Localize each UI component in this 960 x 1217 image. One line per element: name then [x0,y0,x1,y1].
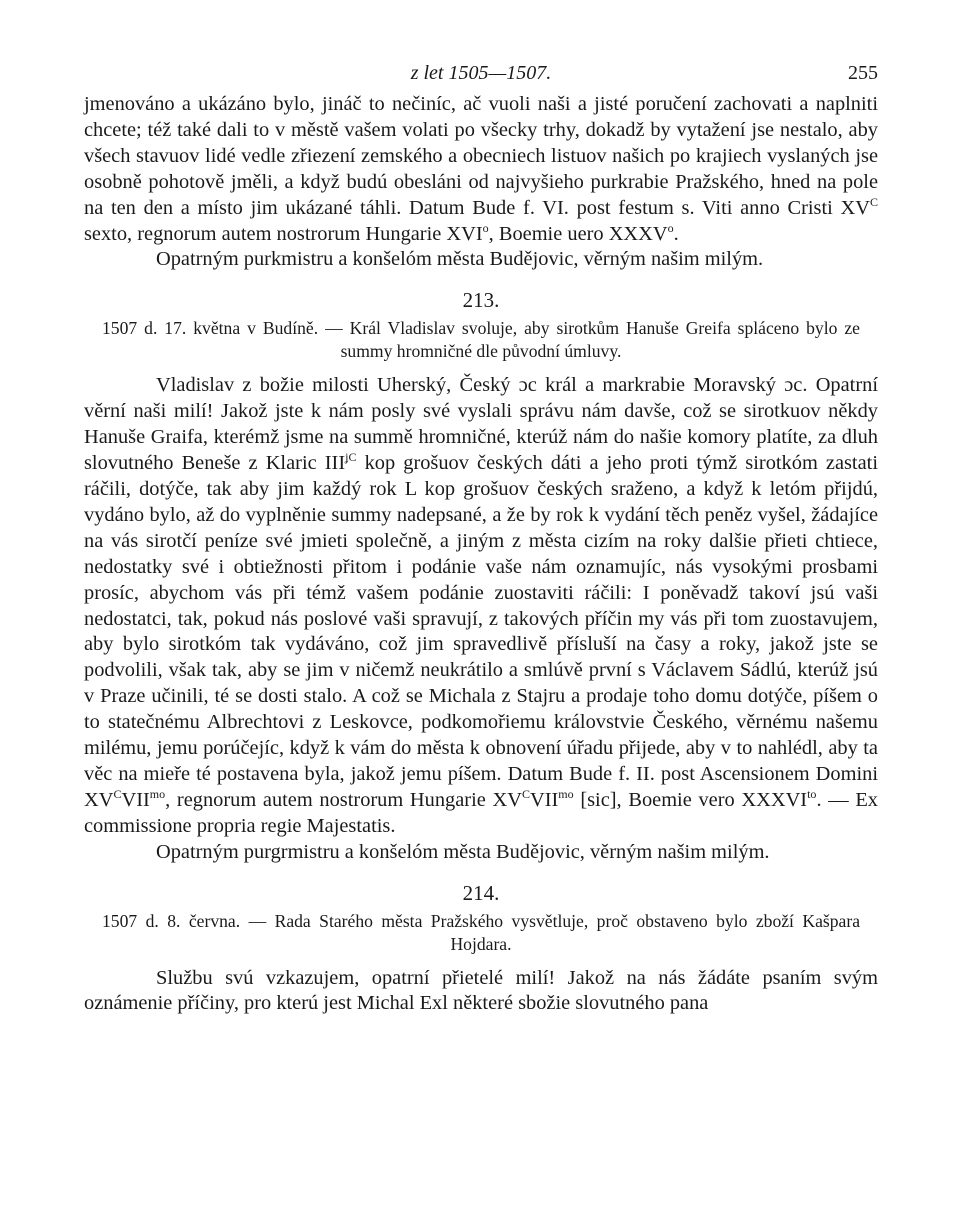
document-text: [sic], Boemie vero XXXVI [573,788,808,811]
document-213-text [84,373,878,839]
superscript: ʝC [345,450,357,465]
document-text: . — Ex commissione propria regie Majestatis. [84,788,878,837]
superscript: C [869,194,878,209]
superscript: C [113,786,122,801]
book-page [84,58,878,1017]
document-text: kop grošuov českých dáti a jeho proti týmž sirotkóm zastati ráčili, dotýče, tak aby jim každý rok L kop grošuov českých sraženo, a když k letóm přijdú, vydáno bylo, až do vyplněnie summy nadepsané, a že by rok k vydání těch peněz vyšel, žádajíce na vás sirotčí peníze své jmieti společně, a jiným z města cizím na roky dalšie přieti chtiece, nedostatky své i obtiežnosti přitom i podánie vaše nám oznamujíc, nás vysokými prosbami prosíc, abychom vás při témž vašem podánie zuostaviti ráčili: I poněvadž takoví jsú vaši nedostatci, tak, pokud nás poslové vaši spravují, z takových příčin my vás při tom zuostavujem, aby bylo sirotkóm tak vydáváno, což jim spravedlivě přísluší na časy a roky, jakož jste se podvolili, však tak, aby se jim v ničemž neukrátilo a smlúvě první s Václavem Sádlú, kterúž jsú v Praze učinili, té se dosti stalo. A což se Michala z Stajru a prodaje toho domu dotýče, píšem o to statečnému Albrechtovi z Leskovce, podkomořiemu královstvie Českého, věrnému našemu milému, jemu porúčejíc, když k vám do města k obnovení úřadu přijede, aby v to nahlédl, aby ta věc na mieře té postavena byla, jakož jemu píšem. Datum Bude f. II. post Ascensionem Domini XV [84,452,878,811]
continuation-text: sexto, regnorum autem nostrorum Hungarie XVI [84,222,483,245]
document-text: Vladislav z božie milosti Uherský, Český ɔc král a markrabie Moravský ɔc. Opatrní věrní naši milí! Jakož jste k nám posly své vyslali správu nám davše, což se sirotkuov někdy Hanuše Graifa, kterémž jsme na summě hromničné, kterúž nám do našie komory platíte, za dluh slovutného Beneše z Klaric III [84,374,878,475]
page-number: 255 [848,62,878,84]
superscript: o [482,220,489,235]
continuation-text: jmenováno a ukázáno bylo, jináč to nečiníc, ač vuoli naši a jisté poručení zachovati a naplniti chcete; též také dali to v městě vašem volati po všecky trhy, dokadž by vytažení jse nestalo, aby všech stavuov lidé vedle zřiezení zemského a obecniech listuov našich po krajiech vyslaných jse osobně pohotově jměli, a když budú obesláni od najvyšieho purkrabie Pražského, hned na pole na ten den a místo jim ukázané táhli. Datum Bude f. VI. post festum s. Viti anno Cristi XV [84,93,878,219]
document-number: 213. [462,288,500,313]
document-text: , regnorum autem nostrorum Hungarie XV [165,788,522,811]
continuation-text: , Boemie uero XXXV [488,222,668,245]
previous-document-address: Opatrným purkmistru a konšelóm města Budějovic, věrným našim milým. [156,248,764,271]
document-214-text: Službu svú vzkazujem, opatrní přietelé milí! Jakož na nás žádáte psaním svým oznámenie příčiny, pro kterú jest Michal Exl některé sbožie slovutného pana [84,966,878,1015]
document-regest: 1507 d. 17. května v Budíně. — Král Vladislav svoluje, aby sirotkům Hanuše Greifa spláceno bylo ze summy hromničné dle původní úmluvy. [102,318,860,362]
previous-document-continuation [84,92,878,247]
document-text: VII [121,788,150,811]
document-text: VII [529,788,559,811]
document-number: 214. [462,880,500,905]
superscript: mo [149,786,166,801]
superscript: o [667,220,674,235]
document-213 [84,287,878,363]
superscript: mo [558,786,574,801]
continuation-text: . [673,222,679,245]
document-213-address: Opatrným purgrmistru a konšelóm města Budějovic, věrným našim milým. [156,840,770,863]
superscript: C [521,786,530,801]
running-head [84,58,878,92]
running-title: z let 1505—1507. [410,62,552,84]
superscript: to [807,786,817,801]
document-214 [84,880,878,956]
document-regest: 1507 d. 8. června. — Rada Starého města Pražského vysvětluje, proč obstaveno bylo zboží Kašpara Hojdara. [102,910,860,954]
